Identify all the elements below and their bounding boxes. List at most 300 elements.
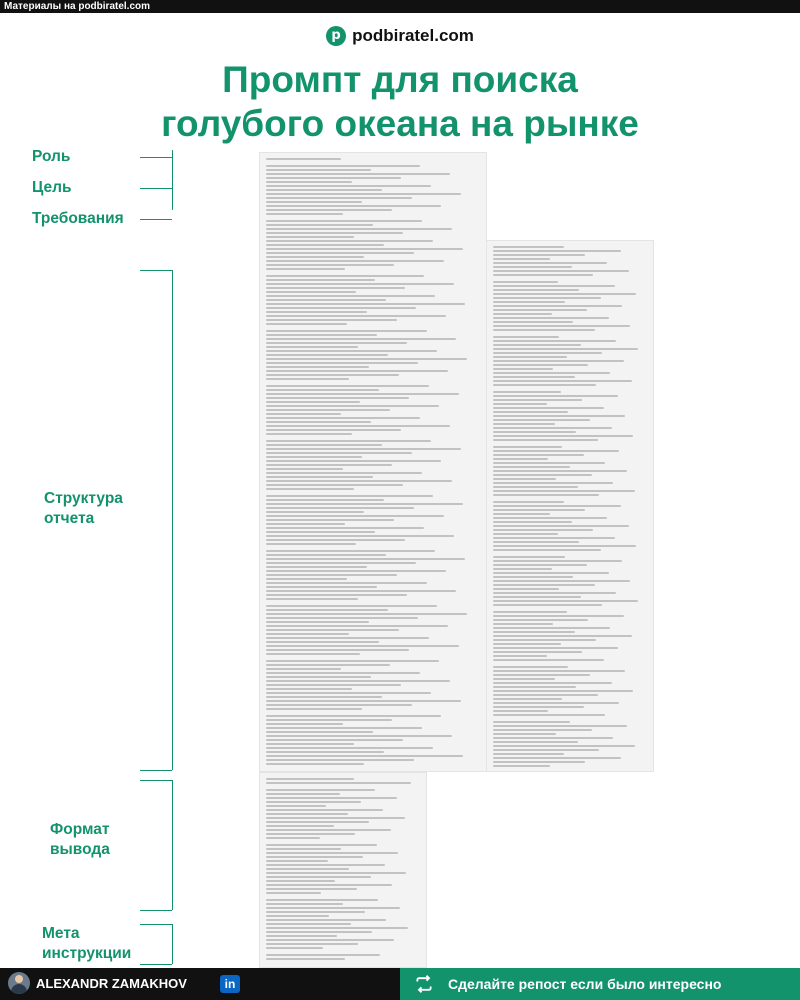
doc-text-line <box>266 507 414 509</box>
doc-text-line <box>266 503 463 505</box>
doc-text-line <box>493 348 638 350</box>
doc-text-line <box>493 482 613 484</box>
author-avatar <box>8 972 30 994</box>
doc-text-line <box>493 537 615 539</box>
doc-text-line <box>266 366 369 368</box>
label-meta-line-2: инструкции <box>42 945 132 962</box>
doc-text-line <box>493 336 559 338</box>
doc-text-line <box>266 888 357 890</box>
label-format-line-2: вывода <box>50 841 110 858</box>
doc-text-line <box>266 731 373 733</box>
doc-text-line <box>266 425 450 427</box>
doc-text-line <box>266 566 367 568</box>
doc-text-line <box>266 519 394 521</box>
doc-text-line <box>266 633 349 635</box>
doc-text-line <box>493 666 568 668</box>
doc-text-line <box>493 352 602 354</box>
doc-text-line <box>493 568 552 570</box>
doc-text-line <box>493 670 625 672</box>
doc-text-line <box>266 421 371 423</box>
doc-text-line <box>266 440 431 442</box>
doc-text-line <box>493 376 575 378</box>
page-title <box>0 58 800 146</box>
doc-text-line <box>493 749 599 751</box>
doc-text-line <box>493 560 622 562</box>
label-structure-line-2: отчета <box>44 510 95 527</box>
role-goal-bracket <box>172 150 173 210</box>
share-banner[interactable] <box>400 968 800 1000</box>
doc-text-line <box>266 680 450 682</box>
doc-text-line <box>493 721 570 723</box>
doc-text-line <box>266 319 397 321</box>
doc-text-line <box>266 562 416 564</box>
doc-text-line <box>493 596 581 598</box>
doc-text-line <box>266 782 411 784</box>
doc-text-line <box>266 884 392 886</box>
doc-text-line <box>266 829 391 831</box>
doc-text-line <box>266 173 450 175</box>
doc-text-line <box>493 690 633 692</box>
goal-connector <box>140 188 172 189</box>
doc-text-line <box>266 539 405 541</box>
doc-text-line <box>266 625 448 627</box>
doc-text-line <box>266 464 392 466</box>
doc-text-line <box>493 729 592 731</box>
doc-text-line <box>266 330 427 332</box>
doc-text-line <box>266 805 326 807</box>
structure-connector-bottom <box>140 770 172 771</box>
doc-text-line <box>266 813 348 815</box>
doc-text-line <box>266 393 459 395</box>
doc-text-line <box>493 576 573 578</box>
doc-text-line <box>266 279 375 281</box>
doc-text-line <box>493 474 592 476</box>
meta-bracket <box>172 924 173 964</box>
doc-text-line <box>493 659 604 661</box>
doc-text-line <box>266 825 334 827</box>
doc-text-line <box>493 604 602 606</box>
doc-text-line <box>266 704 412 706</box>
doc-text-line <box>493 446 562 448</box>
doc-text-line <box>493 478 556 480</box>
doc-text-line <box>493 297 601 299</box>
doc-text-line <box>266 856 363 858</box>
doc-text-line <box>266 613 467 615</box>
doc-text-line <box>266 598 358 600</box>
doc-text-line <box>266 617 418 619</box>
doc-text-line <box>266 158 341 160</box>
doc-text-line <box>266 193 461 195</box>
doc-text-line <box>266 727 422 729</box>
doc-text-line <box>493 490 635 492</box>
doc-text-line <box>266 864 385 866</box>
doc-text-line <box>266 739 403 741</box>
doc-text-line <box>493 462 605 464</box>
doc-text-line <box>493 655 547 657</box>
structure-connector-top <box>140 270 172 271</box>
doc-text-line <box>266 668 341 670</box>
label-requirements: Требования <box>32 210 124 227</box>
doc-text-line <box>493 619 588 621</box>
doc-text-line <box>266 311 367 313</box>
label-structure-line-1: Структура <box>44 490 123 507</box>
doc-text-line <box>493 258 550 260</box>
doc-text-line <box>266 660 439 662</box>
doc-text-line <box>266 338 456 340</box>
doc-text-line <box>493 737 613 739</box>
doc-text-line <box>266 543 356 545</box>
doc-text-line <box>266 334 377 336</box>
doc-text-line <box>266 346 358 348</box>
meta-connector-top <box>140 924 172 925</box>
doc-text-line <box>266 743 354 745</box>
doc-text-line <box>493 643 561 645</box>
doc-text-line <box>266 201 362 203</box>
top-banner-text: Материалы на podbiratel.com <box>4 1 151 12</box>
doc-text-line <box>493 313 552 315</box>
doc-text-line <box>266 954 380 956</box>
doc-text-line <box>266 480 452 482</box>
doc-text-line <box>493 372 610 374</box>
doc-text-line <box>266 460 441 462</box>
doc-text-line <box>266 892 321 894</box>
doc-text-line <box>266 876 371 878</box>
doc-text-line <box>266 907 400 909</box>
doc-text-line <box>266 456 362 458</box>
doc-text-line <box>493 517 607 519</box>
doc-text-line <box>266 189 382 191</box>
doc-text-line <box>266 676 371 678</box>
doc-text-line <box>266 797 397 799</box>
doc-text-line <box>493 698 562 700</box>
doc-text-line <box>266 350 437 352</box>
doc-text-line <box>493 329 595 331</box>
doc-text-line <box>493 266 572 268</box>
doc-text-line <box>493 344 581 346</box>
doc-text-line <box>493 623 553 625</box>
doc-text-line <box>493 427 612 429</box>
doc-text-line <box>266 821 369 823</box>
doc-text-line <box>493 380 632 382</box>
doc-text-line <box>266 389 379 391</box>
doc-text-line <box>493 356 567 358</box>
doc-text-line <box>266 817 405 819</box>
doc-text-line <box>493 317 609 319</box>
doc-text-line <box>266 609 388 611</box>
author-name: ALEXANDR ZAMAKHOV <box>36 976 187 991</box>
doc-text-line <box>266 433 352 435</box>
doc-text-line <box>266 515 444 517</box>
doc-text-line <box>493 454 584 456</box>
doc-text-line <box>266 664 390 666</box>
doc-text-line <box>493 694 598 696</box>
doc-text-line <box>493 501 564 503</box>
doc-text-line <box>266 590 456 592</box>
doc-text-line <box>493 678 555 680</box>
doc-text-line <box>266 244 384 246</box>
doc-text-line <box>266 747 433 749</box>
doc-text-line <box>266 354 388 356</box>
doc-text-line <box>266 931 372 933</box>
doc-text-line <box>493 505 621 507</box>
doc-text-line <box>493 407 604 409</box>
linkedin-icon[interactable]: in <box>220 975 240 993</box>
doc-text-line <box>493 458 548 460</box>
doc-text-line <box>493 513 550 515</box>
doc-text-line <box>266 641 379 643</box>
doc-text-line <box>493 415 625 417</box>
meta-connector-bottom <box>140 964 172 965</box>
doc-text-line <box>493 246 564 248</box>
label-role: Роль <box>32 148 71 165</box>
doc-text-line <box>266 793 340 795</box>
doc-text-line <box>266 209 392 211</box>
doc-text-line <box>266 185 431 187</box>
doc-text-line <box>493 325 630 327</box>
doc-text-line <box>493 682 612 684</box>
doc-text-line <box>266 362 418 364</box>
doc-text-line <box>493 254 585 256</box>
doc-text-line <box>266 417 420 419</box>
doc-text-line <box>266 550 435 552</box>
doc-text-line <box>493 564 587 566</box>
doc-text-line <box>493 600 638 602</box>
doc-text-line <box>493 651 582 653</box>
doc-text-line <box>266 723 343 725</box>
prompt-page-1 <box>259 152 487 772</box>
doc-text-line <box>266 801 361 803</box>
doc-text-line <box>493 289 579 291</box>
doc-text-line <box>266 759 414 761</box>
doc-text-line <box>493 714 605 716</box>
doc-text-line <box>493 533 558 535</box>
doc-text-line <box>266 240 433 242</box>
doc-text-line <box>266 653 360 655</box>
doc-text-line <box>493 419 590 421</box>
brand-header[interactable] <box>0 24 800 48</box>
doc-text-line <box>266 872 406 874</box>
doc-text-line <box>493 725 627 727</box>
doc-text-line <box>493 572 609 574</box>
doc-text-line <box>493 285 615 287</box>
doc-text-line <box>266 923 351 925</box>
doc-text-line <box>493 321 573 323</box>
doc-text-line <box>266 696 382 698</box>
doc-text-line <box>266 342 407 344</box>
doc-text-line <box>493 545 636 547</box>
doc-text-line <box>266 688 352 690</box>
brand-name: podbiratel.com <box>352 26 474 45</box>
doc-text-line <box>266 809 383 811</box>
doc-text-line <box>266 605 437 607</box>
doc-text-line <box>266 582 427 584</box>
doc-text-line <box>266 476 373 478</box>
doc-text-line <box>266 260 444 262</box>
doc-text-line <box>266 919 386 921</box>
doc-text-line <box>266 197 412 199</box>
doc-text-line <box>266 165 420 167</box>
doc-text-line <box>266 578 347 580</box>
doc-text-line <box>266 256 364 258</box>
doc-text-line <box>493 403 547 405</box>
doc-text-line <box>266 778 354 780</box>
doc-text-line <box>493 639 596 641</box>
doc-text-line <box>266 637 429 639</box>
doc-text-line <box>266 868 349 870</box>
doc-text-line <box>266 719 392 721</box>
doc-text-line <box>266 323 347 325</box>
doc-text-line <box>266 844 377 846</box>
doc-text-line <box>266 947 323 949</box>
doc-text-line <box>266 370 448 372</box>
doc-text-line <box>266 429 401 431</box>
doc-text-line <box>266 574 397 576</box>
doc-text-line <box>266 852 398 854</box>
doc-text-line <box>493 250 621 252</box>
doc-text-line <box>266 848 341 850</box>
doc-text-line <box>266 283 454 285</box>
doc-text-line <box>493 305 622 307</box>
doc-text-line <box>266 401 360 403</box>
prompt-page-2 <box>486 240 654 772</box>
doc-text-line <box>266 833 355 835</box>
format-connector-top <box>140 780 172 781</box>
doc-text-line <box>493 745 635 747</box>
requirements-connector <box>140 219 172 220</box>
doc-text-line <box>493 466 570 468</box>
doc-text-line <box>266 378 349 380</box>
top-banner <box>0 0 800 13</box>
doc-text-line <box>266 621 369 623</box>
doc-text-line <box>266 303 465 305</box>
doc-text-line <box>266 248 463 250</box>
doc-text-line <box>266 672 420 674</box>
doc-text-line <box>493 368 553 370</box>
doc-text-line <box>266 275 424 277</box>
doc-text-line <box>493 753 564 755</box>
doc-text-line <box>266 488 354 490</box>
doc-text-line <box>266 958 345 960</box>
doc-text-line <box>493 364 588 366</box>
format-bracket <box>172 780 173 910</box>
doc-text-line <box>266 495 433 497</box>
doc-text-line <box>266 452 412 454</box>
doc-text-line <box>493 580 630 582</box>
doc-text-line <box>493 431 576 433</box>
doc-text-line <box>266 594 407 596</box>
doc-text-line <box>493 592 616 594</box>
doc-text-line <box>493 411 568 413</box>
doc-text-line <box>266 558 465 560</box>
doc-text-line <box>266 645 459 647</box>
doc-text-line <box>266 692 431 694</box>
doc-text-line <box>493 470 627 472</box>
doc-text-line <box>266 264 394 266</box>
doc-text-line <box>266 708 362 710</box>
doc-text-line <box>266 554 386 556</box>
doc-text-line <box>266 213 343 215</box>
doc-text-line <box>266 903 343 905</box>
doc-text-line <box>266 570 446 572</box>
doc-text-line <box>266 763 364 765</box>
doc-text-line <box>493 627 610 629</box>
doc-text-line <box>266 228 452 230</box>
doc-text-line <box>266 405 439 407</box>
doc-text-line <box>493 702 619 704</box>
doc-text-line <box>266 169 371 171</box>
doc-text-line <box>266 224 373 226</box>
doc-text-line <box>266 484 403 486</box>
doc-text-line <box>266 684 401 686</box>
doc-text-line <box>266 715 441 717</box>
doc-text-line <box>493 521 572 523</box>
doc-text-line <box>493 450 619 452</box>
doc-text-line <box>493 549 601 551</box>
doc-text-line <box>493 399 582 401</box>
doc-text-line <box>493 588 559 590</box>
doc-text-line <box>493 486 578 488</box>
doc-text-line <box>266 911 365 913</box>
doc-text-line <box>493 293 636 295</box>
doc-text-line <box>493 631 575 633</box>
doc-text-line <box>493 757 621 759</box>
doc-text-line <box>493 270 629 272</box>
doc-text-line <box>266 751 384 753</box>
prompt-page-3 <box>259 772 427 968</box>
doc-text-line <box>266 499 384 501</box>
label-meta-line-1: Мета <box>42 925 80 942</box>
doc-text-line <box>266 527 424 529</box>
doc-text-line <box>266 252 414 254</box>
doc-text-line <box>493 686 576 688</box>
doc-text-line <box>266 397 409 399</box>
doc-text-line <box>266 307 416 309</box>
doc-text-line <box>266 629 399 631</box>
page-title-line-1: Промпт для поиска <box>222 59 578 100</box>
doc-text-line <box>493 741 578 743</box>
doc-text-line <box>493 761 585 763</box>
doc-text-line <box>493 647 618 649</box>
format-connector-bottom <box>140 910 172 911</box>
doc-text-line <box>493 281 558 283</box>
doc-text-line <box>493 309 587 311</box>
doc-text-line <box>266 535 454 537</box>
doc-text-line <box>266 374 399 376</box>
doc-text-line <box>266 268 345 270</box>
doc-text-line <box>266 700 461 702</box>
doc-text-line <box>266 531 375 533</box>
doc-text-line <box>493 710 548 712</box>
doc-text-line <box>266 927 408 929</box>
structure-bracket <box>172 270 173 770</box>
doc-text-line <box>493 435 633 437</box>
doc-text-line <box>493 395 618 397</box>
doc-text-line <box>493 494 599 496</box>
doc-text-line <box>266 205 441 207</box>
doc-text-line <box>266 232 403 234</box>
doc-text-line <box>266 291 356 293</box>
doc-text-line <box>266 472 422 474</box>
doc-text-line <box>493 509 585 511</box>
doc-text-line <box>266 236 354 238</box>
doc-text-line <box>266 413 341 415</box>
doc-text-line <box>266 935 337 937</box>
podbiratel-logo-icon: p <box>326 26 346 46</box>
page-title-line-2: голубого океана на рынке <box>161 103 639 144</box>
doc-text-line <box>493 674 590 676</box>
doc-text-line <box>493 301 565 303</box>
doc-text-line <box>266 943 358 945</box>
